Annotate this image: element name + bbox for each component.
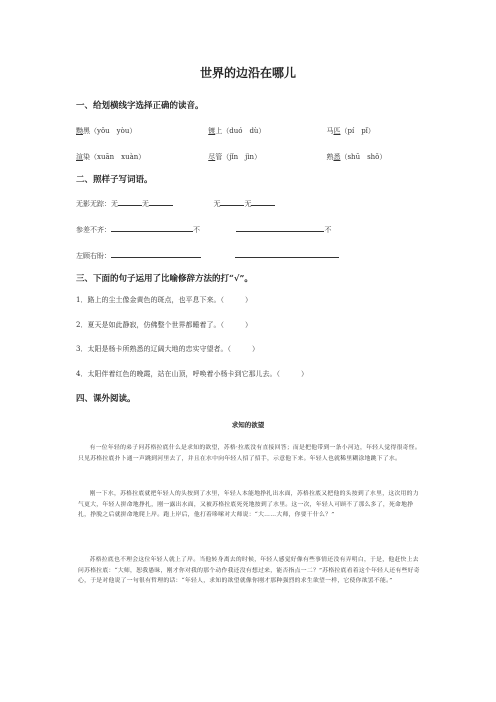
word-row-2: 参差不齐： 不 不 bbox=[76, 226, 332, 234]
passage-paragraph: 有一位年轻的弟子问苏格拉底什么是求知的欲望，苏格·拉底没有直接回答；而是把他带到一条小河边，年轻人觉得很奇怪。只见苏格拉底扑卜通一声跳到河里去了，并且在水中向年轻人招了招手，示意他下来。年轻人也就稀里糊涂地跳下了水。 bbox=[78, 445, 421, 462]
pinyin-item: 尽管（jǐn jìn） bbox=[208, 153, 262, 161]
answer-blank[interactable] bbox=[236, 231, 324, 232]
passage-paragraph: 刚一下水，苏格拉底就把年轻人的头按到了水里，年轻人本能地挣扎出水面，苏格拉底又把他的头按到了水里，这次用的力气更大，年轻人拼命地挣扎，刚一露出水面，又被苏格拉底死死地按到了水里。这一次，年轻人可顾不了那么多了，死命地挣扎，挣脱之后就拼命地爬上岸。跑上岸后，他打着哆嗦对大师说：“大……大师，你要干什么？” bbox=[78, 491, 419, 518]
question-item: 4．太阳伴着红色的晚霞，站在山顶，呼唤着小杨卡到它那儿去。（ ） bbox=[76, 370, 308, 378]
pinyin-item: 渲染（xuān xuàn） bbox=[76, 153, 146, 161]
pinyin-row-1 bbox=[76, 126, 401, 136]
section-4-heading: 四、课外阅读。 bbox=[76, 394, 136, 404]
answer-blank[interactable] bbox=[251, 205, 275, 206]
answer-blank[interactable] bbox=[235, 257, 339, 258]
question-item: 1．路上的尘土像金黄色的斑点，也平息下来。（ ） bbox=[76, 296, 252, 304]
answer-blank[interactable] bbox=[111, 257, 201, 258]
section-3-heading: 三、下面的句子运用了比喻修辞方法的打“√”。 bbox=[76, 274, 253, 284]
question-item: 3．太阳是杨卡所熟悉的辽阔大地的忠实守望者。（ ） bbox=[76, 345, 259, 353]
answer-blank[interactable] bbox=[111, 231, 193, 232]
answer-blank[interactable] bbox=[118, 205, 142, 206]
pinyin-item: 熟悉（shū shǒ） bbox=[326, 153, 387, 161]
word-row-3: 左顾右盼： bbox=[76, 251, 339, 261]
pinyin-item: 镀上（duó dù） bbox=[208, 127, 266, 135]
passage-title: 求知的欲望 bbox=[231, 421, 265, 429]
answer-blank[interactable] bbox=[149, 205, 173, 206]
answer-blank[interactable] bbox=[220, 205, 244, 206]
question-item: 2．夏天是如此静寂，仿佛整个世界都睡着了。（ ） bbox=[76, 321, 252, 329]
section-2-heading: 二、照样子写词语。 bbox=[76, 175, 153, 185]
pinyin-item: 马匹（pí pǐ） bbox=[326, 127, 375, 135]
word-row-1: 无影无踪：无 无 无 无 bbox=[76, 199, 275, 209]
pinyin-item: 黝黑（yǒu yòu） bbox=[76, 127, 137, 135]
pinyin-row-2 bbox=[76, 152, 412, 162]
section-1-heading: 一、给划横线字选择正确的读音。 bbox=[76, 101, 204, 111]
page-title: 世界的边沿在哪儿 bbox=[199, 66, 296, 80]
passage-paragraph: 苏格拉底也不理会这位年轻人就上了岸。当他转身离去的时候，年轻人感觉好像有些事情还没有弄明白，于是，他赶快上去问苏格拉底：“大师，恕我愚昧，刚才你对我的那个动作我还没有想过来，能否指点一二？”苏格拉底看着这个年轻人还有些好奇心，于是对他说了一句很有哲理的话：“年轻人，求知的欲望就像你刚才那种强烈的求生欲望一样，它使你欲罢不能。” bbox=[78, 557, 420, 584]
